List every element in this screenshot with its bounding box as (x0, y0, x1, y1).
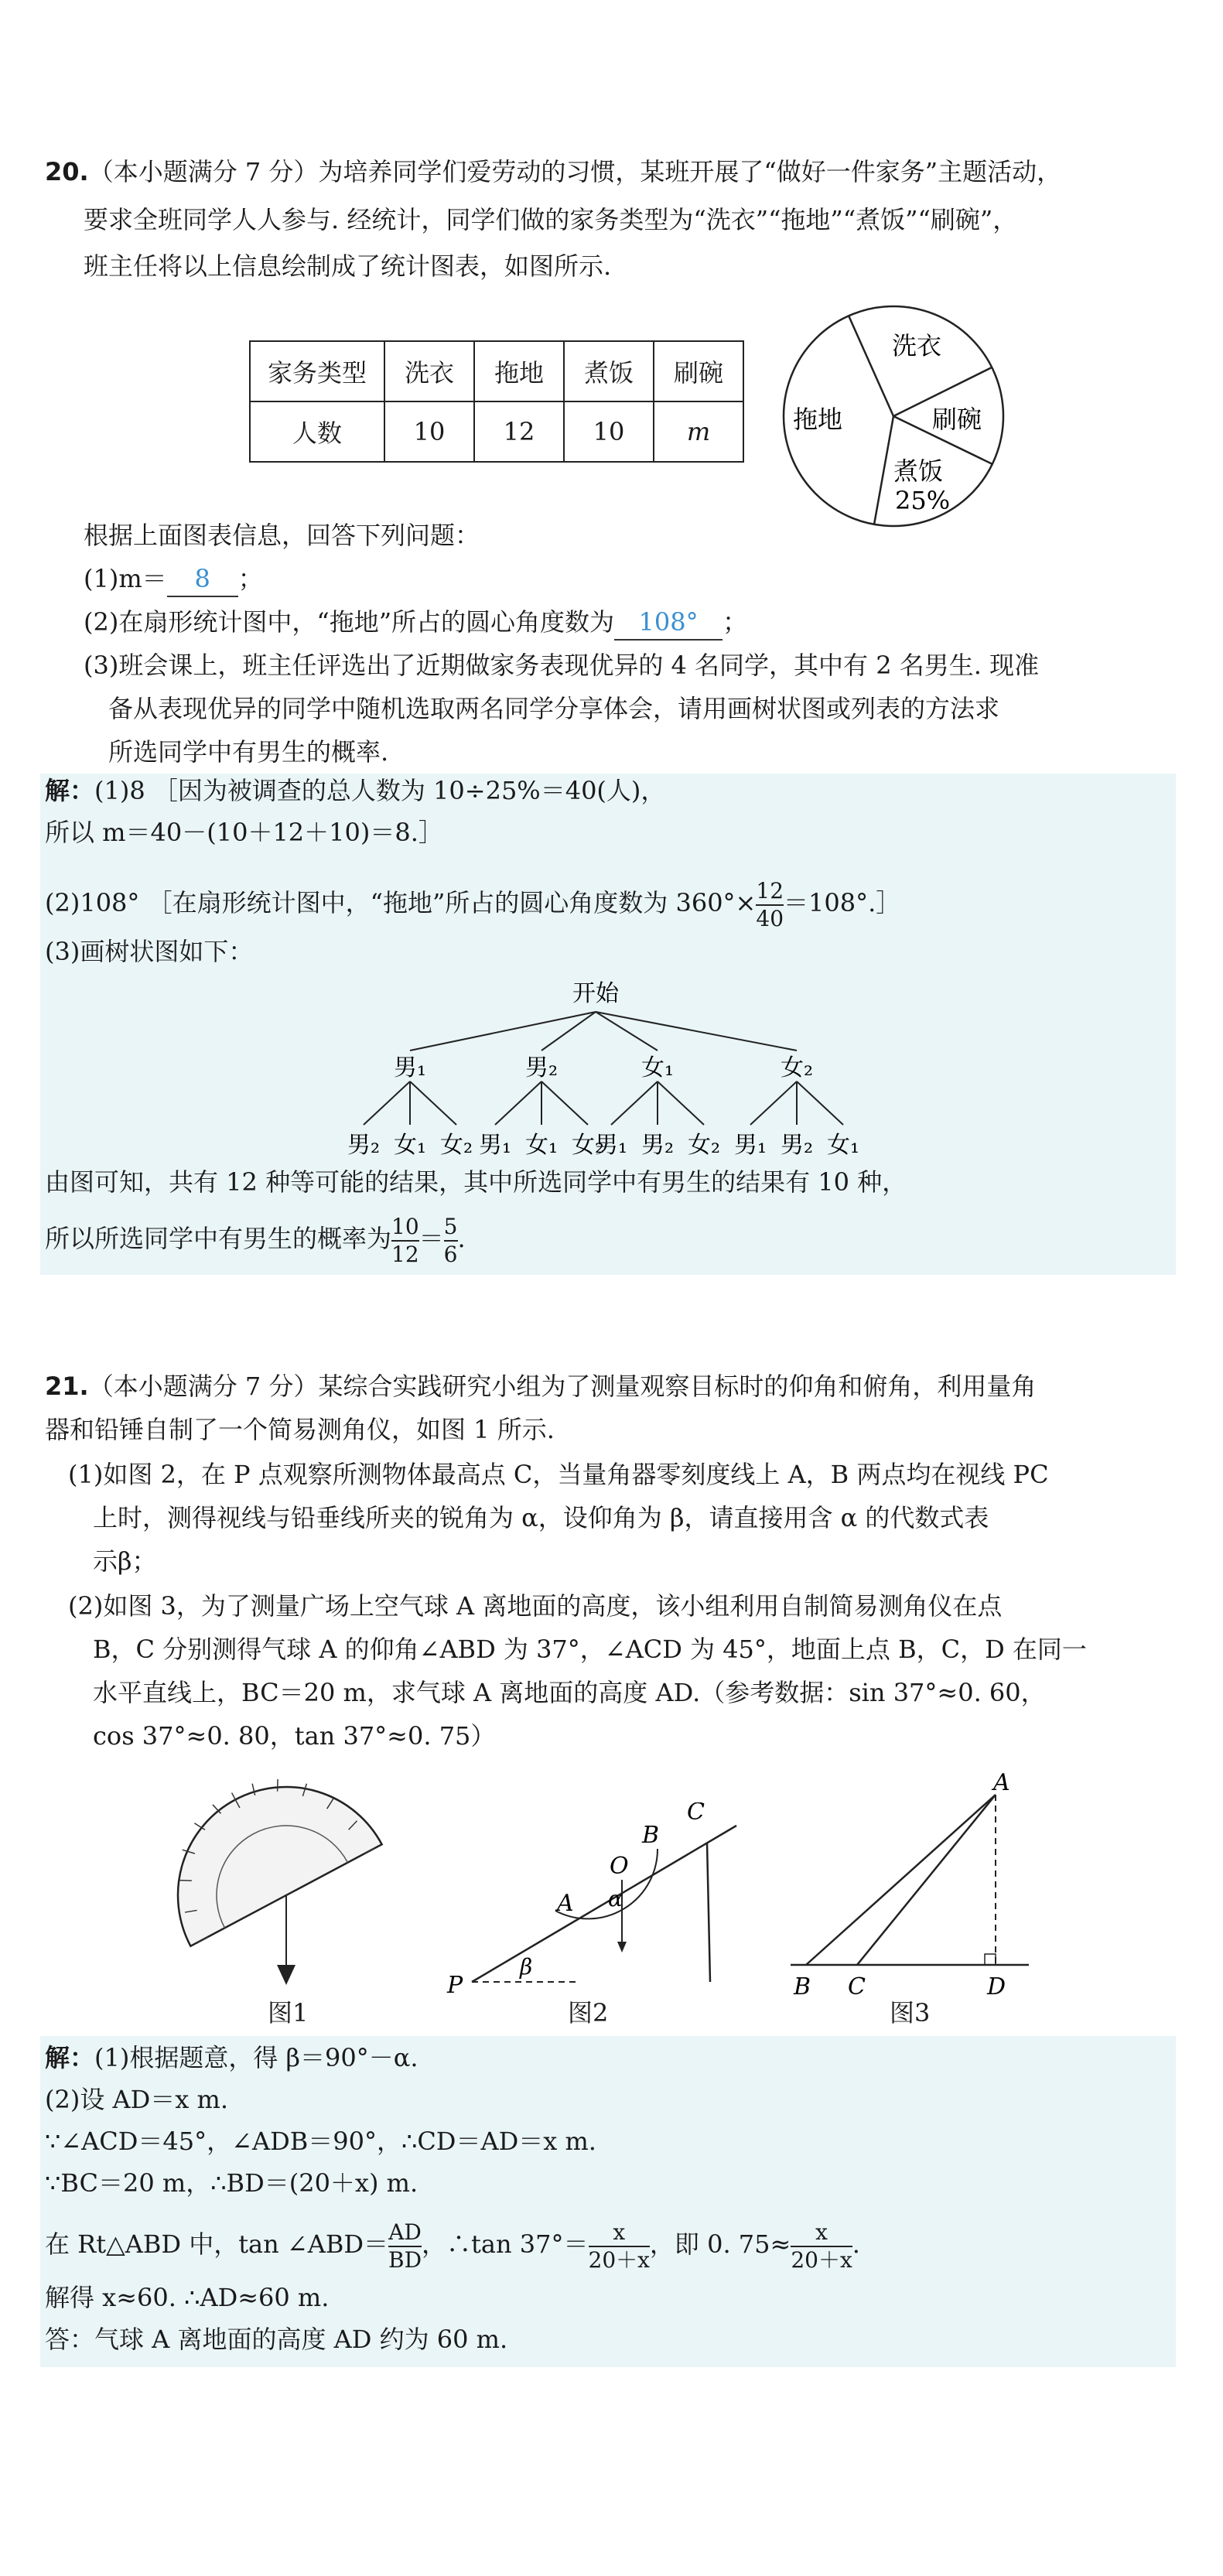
label-C: C (687, 1802, 705, 1826)
q21-part2-line2: B，C 分别测得气球 A 的仰角∠ABD 为 37°，∠ACD 为 45°，地面上点 B，C，D 在同一 (93, 1635, 1087, 1664)
tree-node: 女₂ (780, 1054, 814, 1081)
q20-part3-line1: (3)班会课上，班主任评选出了近期做家务表现优异的 4 名同学，其中有 2 名男生. 现准 (84, 651, 1040, 680)
tree-diagram (340, 973, 897, 1165)
pie-chart (777, 300, 1009, 532)
chores-table (249, 340, 744, 463)
line-CA (857, 1795, 996, 1965)
pie-divider (874, 416, 893, 524)
q21-part2-line1: (2)如图 3，为了测量广场上空气球 A 离地面的高度，该小组利用自制简易测角仪在点 (68, 1591, 1003, 1621)
fraction: $\frac{10}{12}$ (391, 1213, 419, 1267)
q21-part1-line1: (1)如图 2，在 P 点观察所测物体最高点 C，当量角器零刻度线上 A，B 两点均在视线 PC (68, 1460, 1049, 1489)
label-B: B (642, 1822, 660, 1849)
tree-leaf: 女₁ (393, 1132, 427, 1159)
q20-solution-part3-line2: 所以所选同学中有男生的概率为 $\frac{10}{12}$ ＝ $\frac{5}{6}$ . (45, 1213, 466, 1267)
q20-solution-part3-title: (3)画树状图如下： (45, 937, 254, 966)
fraction: $\frac{x}{20+x}$ (588, 2219, 650, 2273)
tree-leaf: 男₂ (347, 1132, 381, 1159)
table-cell: 12 (474, 401, 564, 462)
tree-leaf: 男₁ (733, 1132, 767, 1159)
table-cell: 人数 (250, 401, 384, 462)
pie-label-mop: 拖地 (793, 405, 843, 434)
tree-leaf: 女₂ (687, 1132, 721, 1159)
arrow-down-icon (617, 1942, 627, 1952)
table-cell: 刷碗 (654, 341, 743, 401)
q20-solution-line1: 解：(1)8 ［因为被调查的总人数为 10÷25%＝40(人)， (45, 776, 666, 805)
q20-line-1: 20.（本小题满分 7 分）为培养同学们爱劳动的习惯，某班开展了“做好一件家务”主题活动， (45, 157, 1062, 186)
table-cell: 煮饭 (564, 341, 654, 401)
table-cell: 10 (384, 401, 474, 462)
q20-part3-line3: 所选同学中有男生的概率. (108, 737, 389, 767)
figure-1-caption: 图1 (268, 1998, 309, 2028)
q20-solution-part2: (2)108° ［在扇形统计图中，“拖地”所占的圆心角度数为 360°× $\frac{12}{40}$ ＝108°.］ (45, 877, 901, 931)
tree-root: 开始 (572, 980, 619, 1007)
sight-line (472, 1826, 736, 1982)
right-angle-mark (985, 1954, 996, 1965)
tree-leaf: 男₁ (478, 1132, 512, 1159)
q20-line-2: 要求全班同学人人参与. 经统计，同学们做的家务类型为“洗衣”“拖地”“煮饭”“刷碗”， (84, 205, 1018, 234)
q21-solution-line5: 在 Rt△ABD 中，tan ∠ABD＝ $\frac{AD}{BD}$ ，∴tan 37°＝ $\frac{x}{20+x}$ ，即 0. 75≈ $\frac{x}{20+x}$ . (45, 2219, 860, 2273)
q20-prompt: 根据上面图表信息，回答下列问题： (84, 521, 480, 550)
q20-part1: (1)m＝ 8 ； (84, 562, 263, 597)
tree-node: 女₁ (641, 1054, 675, 1081)
fraction: $\frac{AD}{BD}$ (388, 2219, 422, 2273)
protractor-body (170, 1779, 382, 1946)
tree-leaf: 女₁ (524, 1132, 559, 1159)
tree-leaf: 男₂ (641, 1132, 675, 1159)
tree-node: 男₁ (393, 1054, 427, 1081)
fraction: $\frac{12}{40}$ (756, 877, 784, 931)
figure-2 (433, 1802, 743, 2004)
tree-leaf: 女₂ (439, 1132, 473, 1159)
q21-part2-line4: cos 37°≈0. 80，tan 37°≈0. 75） (93, 1721, 496, 1751)
label-B: B (794, 1973, 811, 2000)
q21-part1-line2: 上时，测得视线与铅垂线所夹的锐角为 α，设仰角为 β，请直接用含 α 的代数式表 (93, 1503, 989, 1532)
label-D: D (987, 1973, 1006, 2000)
q20-part3-line2: 备从表现优异的同学中随机选取两名同学分享体会，请用画树状图或列表的方法求 (108, 694, 1000, 723)
q21-solution-line7: 答：气球 A 离地面的高度 AD 约为 60 m. (45, 2325, 508, 2354)
label-C: C (848, 1973, 866, 2000)
table-cell: 洗衣 (384, 341, 474, 401)
table-cell: 10 (564, 401, 654, 462)
plumb-bob-icon (277, 1965, 296, 1985)
q20-solution-line2: 所以 m＝40－(10＋12＋10)＝8.］ (45, 818, 443, 847)
label-alpha: α (608, 1886, 623, 1912)
pie-label-dishes: 刷碗 (932, 405, 982, 434)
q21-solution-line1: 解：(1)根据题意，得 β＝90°－α. (45, 2043, 418, 2072)
q21-solution-line6: 解得 x≈60. ∴AD≈60 m. (45, 2283, 330, 2312)
figure-3 (774, 1771, 1044, 2004)
q21-line-1: 21.（本小题满分 7 分）某综合实践研究小组为了测量观察目标时的仰角和俯角，利用量角 (45, 1372, 1037, 1401)
table-row (250, 401, 743, 462)
q21-line-2: 器和铅锤自制了一个简易测角仪，如图 1 所示. (45, 1415, 555, 1444)
figure-1-protractor (170, 1779, 425, 1996)
table-cell: 家务类型 (250, 341, 384, 401)
q21-number: 21. (45, 1372, 89, 1401)
label-beta: β (520, 1954, 533, 1980)
tree-leaf: 男₂ (780, 1132, 814, 1159)
table-cell: m (654, 401, 743, 462)
q21-part2-line3: 水平直线上，BC＝20 m，求气球 A 离地面的高度 AD.（参考数据：sin 37°≈0. 60， (93, 1678, 1046, 1707)
tree-leaf: 男₁ (594, 1132, 628, 1159)
table-cell: 拖地 (474, 341, 564, 401)
figure-2-caption: 图2 (568, 1998, 609, 2028)
q20-line-3: 班主任将以上信息绘制成了统计图表，如图所示. (84, 251, 612, 281)
solution-label: 解： (45, 776, 95, 805)
answer-blank: 108° (614, 605, 723, 641)
fraction: $\frac{x}{20+x}$ (791, 2219, 852, 2273)
label-O: O (610, 1853, 629, 1880)
q20-part2: (2)在扇形统计图中，“拖地”所占的圆心角度数为 108° ； (84, 605, 747, 641)
figure-3-caption: 图3 (890, 1998, 931, 2028)
q20-number: 20. (45, 157, 89, 186)
label-A: A (557, 1890, 574, 1917)
fraction: $\frac{5}{6}$ (443, 1213, 458, 1267)
pie-divider (849, 316, 893, 416)
q20-solution-part3-line1: 由图可知，共有 12 种等可能的结果，其中所选同学中有男生的结果有 10 种， (45, 1167, 907, 1197)
tree-leaf: 女₁ (826, 1132, 860, 1159)
table-header-row (250, 341, 743, 401)
label-P: P (447, 1972, 463, 1999)
q21-part1-line3: 示β； (93, 1546, 157, 1576)
label-A: A (993, 1771, 1010, 1796)
line-BA (806, 1795, 996, 1965)
q21-solution-line4: ∵BC＝20 m，∴BD＝(20＋x) m. (45, 2168, 418, 2198)
pie-label-cook: 煮饭 (893, 456, 944, 486)
tree-leaf: 女₂ (571, 1132, 605, 1159)
tree-branches (364, 1012, 843, 1125)
q21-solution-line2: (2)设 AD＝x m. (45, 2085, 229, 2114)
tree-node: 男₂ (524, 1054, 559, 1081)
solution-label: 解： (45, 2043, 95, 2072)
pie-label-cook-percent: 25% (895, 486, 951, 515)
q21-solution-line3: ∵∠ACD＝45°，∠ADB＝90°，∴CD＝AD＝x m. (45, 2127, 596, 2156)
object-pole (707, 1843, 710, 1982)
pie-label-wash: 洗衣 (892, 331, 942, 360)
answer-blank: 8 (167, 562, 238, 597)
